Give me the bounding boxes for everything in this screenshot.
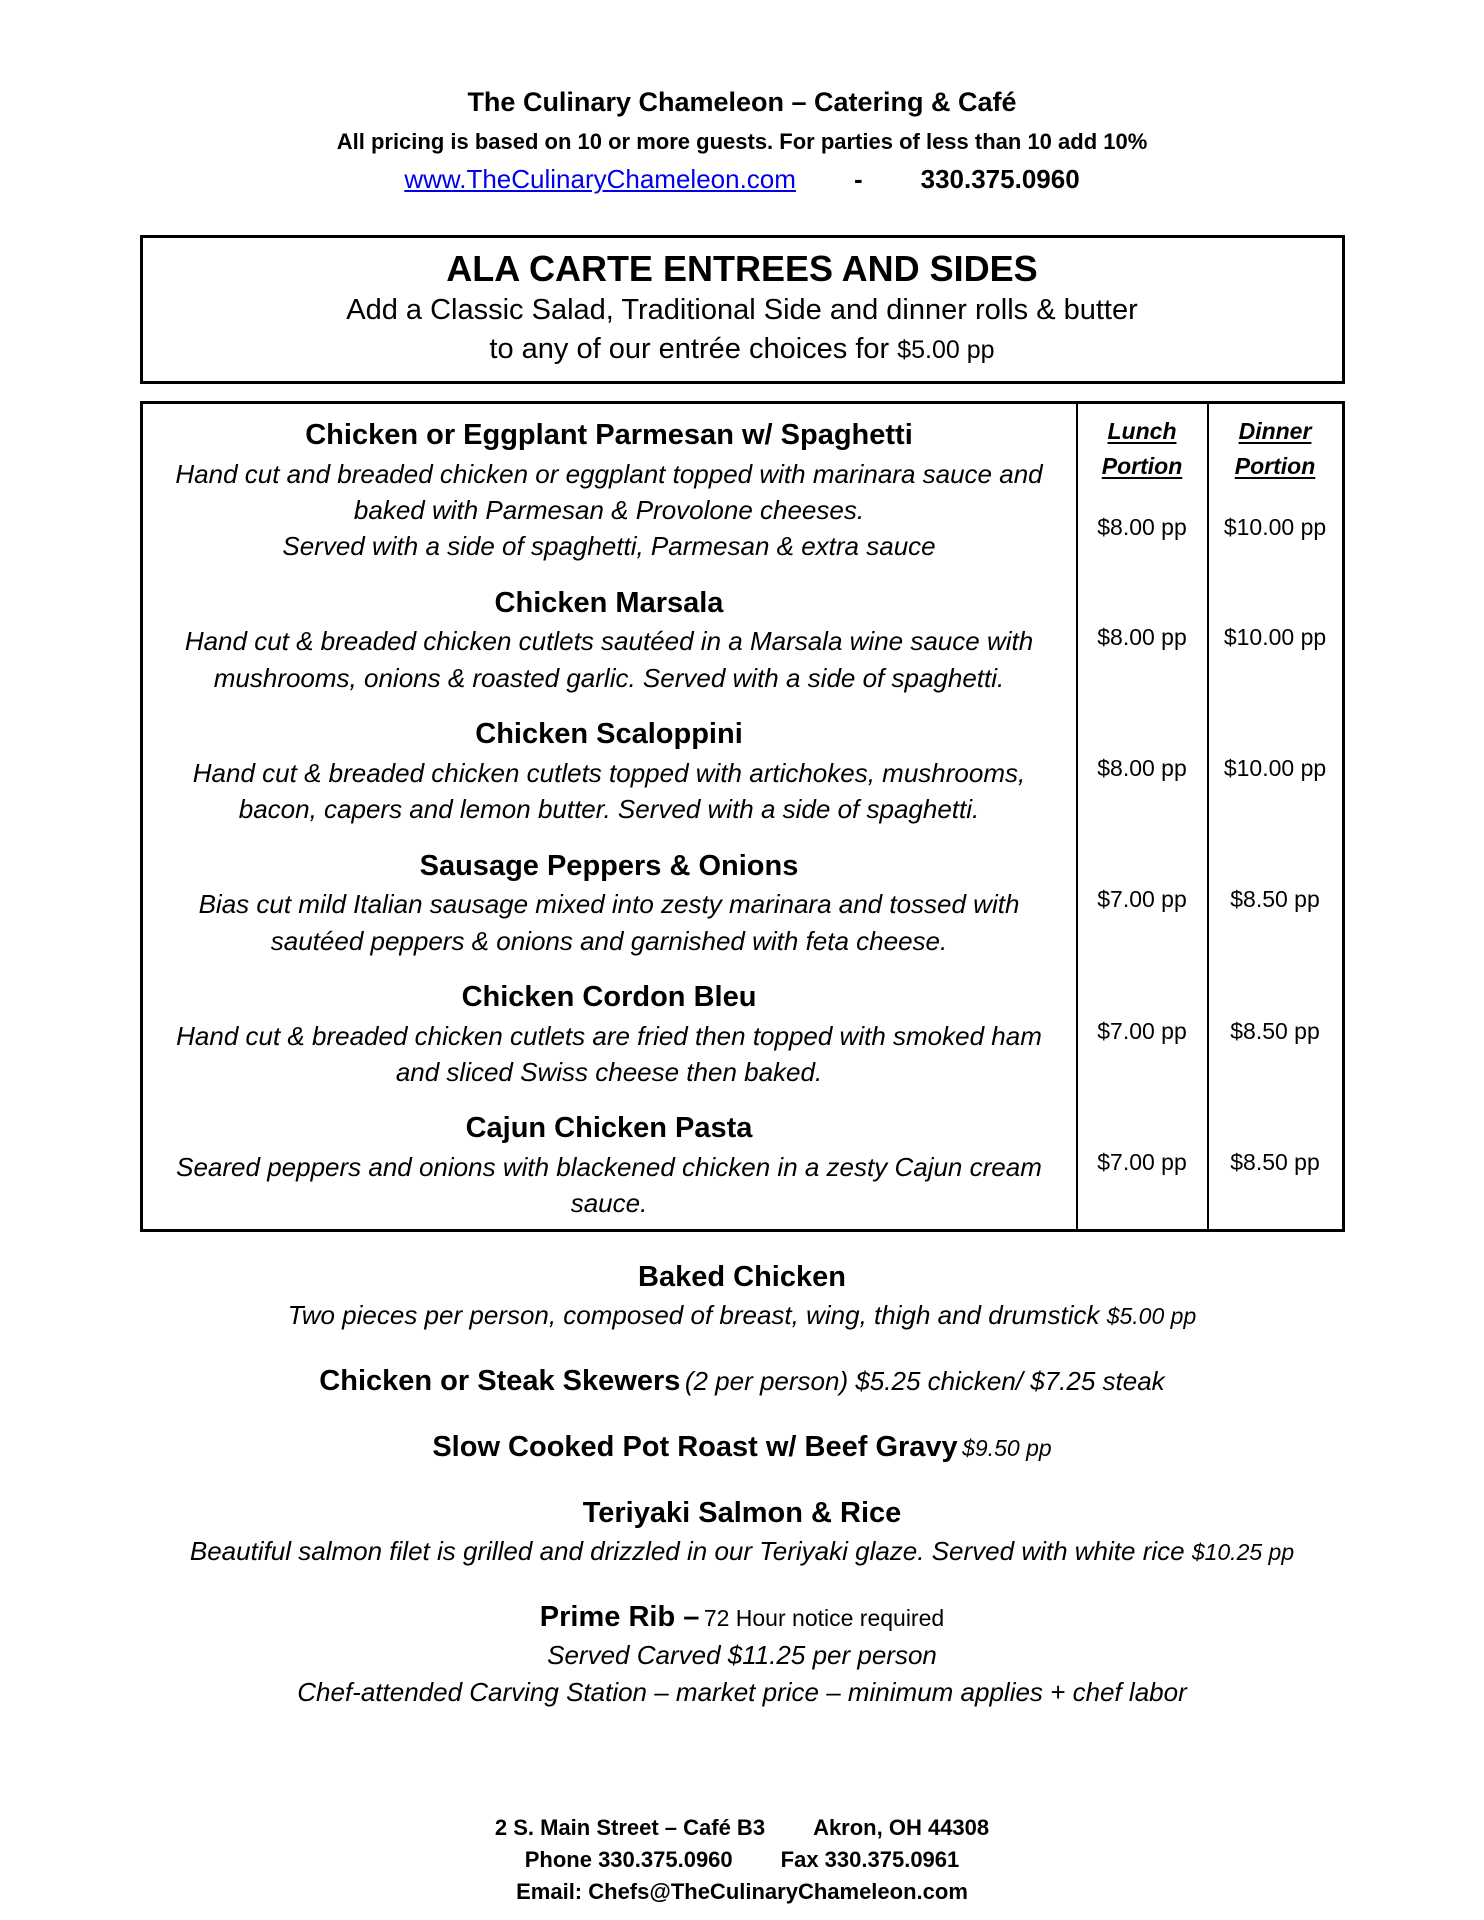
section-title: ALA CARTE ENTREES AND SIDES [446,248,1038,290]
footer-phone-line [0,1844,1484,1876]
price-text: $8.50 pp [1230,1149,1320,1176]
menu-item [143,572,1076,703]
banner-subtitle-line2 [153,330,1332,369]
additional-item-title: Prime Rib – [539,1600,700,1633]
dinner-price-cell [1207,404,1342,572]
footer-address-line [0,1812,1484,1844]
pricing-note: All pricing is based on 10 or more guests. For parties of less than 10 add 10% [336,128,1148,154]
additional-item-title-line [0,1428,1484,1467]
price-text: $10.00 pp [1223,513,1327,540]
price-text: $7.00 pp [1097,1149,1187,1176]
item-description: Hand cut and breaded chicken or eggplant topped with marinara sauce and baked with Parmesan & Provolone cheeses. [175,458,1043,526]
item-name: Chicken Cordon Bleu [461,980,757,1013]
item-name: Chicken Marsala [494,586,724,619]
website-link[interactable]: www.TheCulinaryChameleon.com [404,164,796,195]
additional-item [0,1362,1484,1401]
price-text: $10.00 pp [1223,623,1327,650]
separator-dash: - [853,164,863,195]
additional-item-note: 72 Hour notice required [703,1604,945,1631]
price-text: $8.00 pp [1097,513,1187,540]
item-description: Seared peppers and onions with blackened chicken in a zesty Cajun cream sauce. [176,1151,1042,1219]
additional-item-title: Chicken or Steak Skewers [319,1364,681,1397]
additional-item-note: (2 per person) $5.25 chicken/ $7.25 steak [684,1365,1165,1396]
menu-item [143,404,1076,572]
additional-item-title-line [0,1598,1484,1637]
price-text: $7.00 pp [1097,886,1187,913]
price-text: $8.00 pp [1097,623,1187,650]
document-header [0,86,1484,195]
item-description: Bias cut mild Italian sausage mixed into zesty marinara and tossed with sautéed peppers & onions and garnished with feta cheese. [198,889,1020,956]
description-text: Chef-attended Carving Station – market price – minimum applies + chef labor [297,1677,1187,1708]
ala-carte-banner [140,235,1345,384]
lunch-price-cell [1076,703,1207,834]
dinner-price-cell [1207,1097,1342,1228]
item-description: Hand cut & breaded chicken cutlets are fried then topped with smoked ham and sliced Swiss cheese then baked. [176,1020,1042,1087]
lunch-portion-header: Lunch Portion [1101,418,1183,479]
price-text: $8.50 pp [1230,1017,1320,1044]
price-wrap [1097,483,1187,572]
banner-subtitle-line2-text: to any of our entrée choices for [489,333,898,366]
footer-phone: Phone 330.375.0960 [524,1847,733,1873]
price-text: $8.00 pp [1097,755,1187,782]
item-name: Cajun Chicken Pasta [465,1112,753,1145]
additional-item-description [0,1637,1484,1675]
business-name: The Culinary Chameleon – Catering & Café [467,87,1017,117]
additional-item-title: Teriyaki Salmon & Rice [582,1496,902,1529]
footer-email: Email: Chefs@TheCulinaryChameleon.com [516,1878,968,1904]
price-text: $8.50 pp [1230,886,1320,913]
description-price: $5.00 pp [1106,1302,1197,1329]
price-text: $7.00 pp [1097,1017,1187,1044]
additional-item [0,1494,1484,1571]
price-wrap [1224,483,1326,572]
menu-item [143,966,1076,1097]
item-description: Served with a side of spaghetti, Parmesan & extra sauce [282,531,936,562]
footer-address: 2 S. Main Street – Café B3 [494,1815,766,1841]
lunch-price-cell [1076,1097,1207,1228]
description-price: $10.25 pp [1191,1538,1295,1565]
dinner-price-cell [1207,835,1342,966]
dinner-price-cell [1207,966,1342,1097]
menu-item [143,835,1076,966]
item-description: Hand cut & breaded chicken cutlets sautéed in a Marsala wine sauce with mushrooms, onions & roasted garlic. Served with a side of spaghetti. [184,626,1034,693]
price-text: $10.00 pp [1223,755,1327,782]
additional-item-title: Slow Cooked Pot Roast w/ Beef Gravy [432,1430,958,1463]
additional-item-title: Baked Chicken [638,1260,846,1293]
dinner-price-cell [1207,703,1342,834]
entree-table [140,401,1345,1232]
additional-item-title-line [0,1494,1484,1533]
additional-item [0,1258,1484,1335]
contact-line [0,164,1484,195]
dinner-price-cell [1207,572,1342,703]
additional-item [0,1428,1484,1467]
dinner-portion-header: Dinner Portion [1234,418,1316,479]
item-name: Chicken Scaloppini [475,718,743,751]
lunch-price-cell [1076,404,1207,572]
menu-item [143,703,1076,834]
item-description: Hand cut & breaded chicken cutlets topped with artichokes, mushrooms, bacon, capers and lemon butter. Served with a side of spaghetti. [192,757,1026,825]
footer-city: Akron, OH 44308 [813,1815,990,1841]
additional-item-note: $9.50 pp [962,1434,1052,1461]
lunch-price-cell [1076,966,1207,1097]
item-name: Sausage Peppers & Onions [419,849,799,882]
menu-item [143,1097,1076,1228]
additional-item-title-line [0,1258,1484,1297]
banner-add-on-price: $5.00 pp [897,336,995,365]
lunch-price-cell [1076,835,1207,966]
additional-entrees [0,1258,1484,1712]
additional-item [0,1598,1484,1713]
footer-fax: Fax 330.375.0961 [780,1847,960,1873]
description-text: Two pieces per person, composed of breast, wing, thigh and drumstick [287,1299,1107,1330]
lunch-price-cell [1076,572,1207,703]
banner-subtitle-line1: Add a Classic Salad, Traditional Side and dinner rolls & butter [346,294,1138,327]
phone-number: 330.375.0960 [920,164,1080,195]
additional-item-description [0,1297,1484,1335]
additional-item-description [0,1674,1484,1712]
additional-item-description [0,1533,1484,1571]
additional-item-title-line [0,1362,1484,1401]
document-footer [0,1812,1484,1908]
description-text: Served Carved $11.25 per person [547,1639,937,1670]
item-name: Chicken or Eggplant Parmesan w/ Spaghetti [305,419,913,452]
description-text: Beautiful salmon filet is grilled and drizzled in our Teriyaki glaze. Served with white rice [189,1535,1192,1566]
